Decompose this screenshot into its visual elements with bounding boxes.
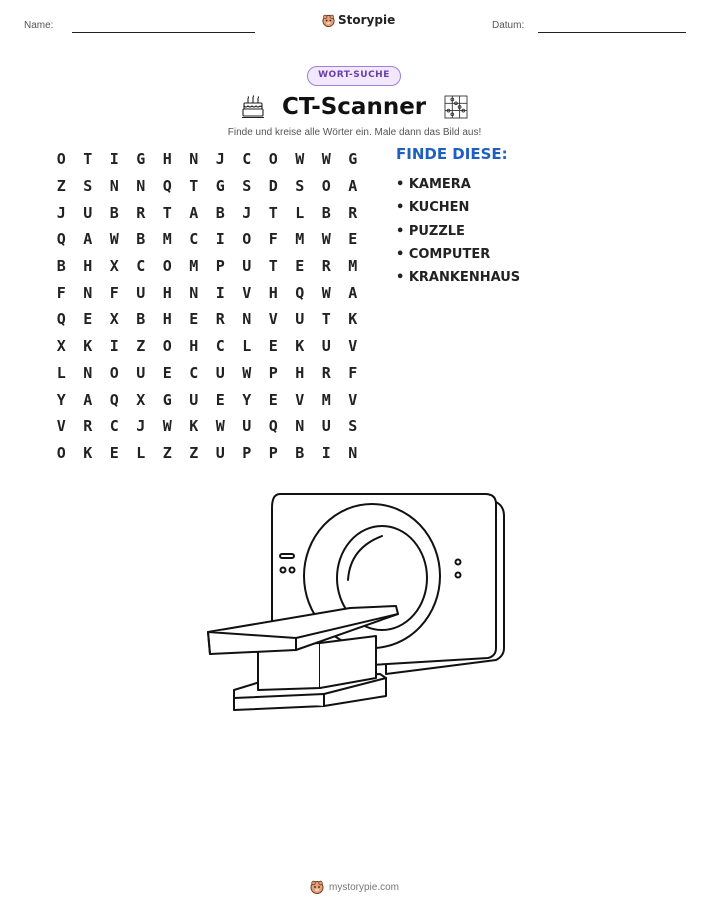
grid-row (48, 360, 366, 387)
word-list (396, 145, 520, 289)
grid-row (48, 173, 366, 200)
grid-cell[interactable]: B (295, 443, 305, 462)
grid-cell[interactable]: A (348, 283, 358, 302)
grid-cell[interactable]: H (162, 150, 172, 169)
grid-cell[interactable]: B (321, 203, 331, 222)
word-item: • PUZZLE (396, 223, 465, 239)
grid-cell[interactable]: S (295, 177, 305, 196)
grid-cell[interactable]: K (348, 310, 358, 329)
grid-cell[interactable]: G (348, 150, 358, 169)
grid-cell[interactable]: E (83, 310, 93, 329)
grid-cell[interactable]: U (295, 310, 305, 329)
grid-cell[interactable]: F (268, 230, 278, 249)
grid-cell[interactable]: P (242, 443, 252, 462)
grid-cell[interactable]: K (83, 443, 93, 462)
grid-row (48, 253, 366, 280)
birthday-cake-icon (240, 94, 266, 120)
grid-cell[interactable]: Z (162, 443, 172, 462)
grid-cell[interactable]: L (242, 337, 252, 356)
grid-cell[interactable]: T (162, 203, 172, 222)
letter-grid (48, 146, 366, 466)
date-line[interactable] (538, 32, 686, 33)
grid-cell[interactable]: K (295, 337, 305, 356)
grid-cell[interactable]: P (268, 363, 278, 382)
grid-cell[interactable]: B (136, 230, 146, 249)
grid-cell[interactable]: G (215, 177, 225, 196)
grid-cell[interactable]: A (83, 230, 93, 249)
grid-cell[interactable]: M (321, 390, 331, 409)
grid-cell[interactable]: T (268, 203, 278, 222)
grid-cell[interactable]: R (83, 417, 93, 436)
date-label: Datum: (492, 20, 525, 31)
title-row (0, 92, 709, 124)
grid-cell[interactable]: B (136, 310, 146, 329)
grid-cell[interactable]: N (348, 443, 358, 462)
grid-cell[interactable]: H (162, 283, 172, 302)
grid-cell[interactable]: X (109, 257, 119, 276)
grid-row (48, 279, 366, 306)
grid-cell[interactable]: O (56, 150, 66, 169)
name-line[interactable] (72, 32, 255, 33)
grid-cell[interactable]: J (56, 203, 66, 222)
grid-cell[interactable]: I (215, 283, 225, 302)
grid-cell[interactable]: O (321, 177, 331, 196)
grid-cell[interactable]: U (215, 443, 225, 462)
grid-cell[interactable]: U (215, 363, 225, 382)
worksheet-type-badge: WORT-SUCHE (307, 66, 401, 86)
brand-name: Storypie (338, 13, 396, 27)
grid-cell[interactable]: U (242, 257, 252, 276)
grid-cell[interactable]: N (83, 363, 93, 382)
word-item: • COMPUTER (396, 246, 491, 262)
grid-cell[interactable]: C (109, 417, 119, 436)
grid-cell[interactable]: F (348, 363, 358, 382)
grid-cell[interactable]: L (295, 203, 305, 222)
grid-cell[interactable]: Y (56, 390, 66, 409)
grid-cell[interactable]: J (136, 417, 146, 436)
grid-cell[interactable]: R (321, 257, 331, 276)
grid-cell[interactable]: O (268, 150, 278, 169)
grid-cell[interactable]: T (268, 257, 278, 276)
grid-cell[interactable]: N (109, 177, 119, 196)
grid-cell[interactable]: H (83, 257, 93, 276)
grid-cell[interactable]: W (321, 230, 331, 249)
grid-cell[interactable]: B (215, 203, 225, 222)
grid-cell[interactable]: U (136, 363, 146, 382)
grid-cell[interactable]: T (321, 310, 331, 329)
grid-cell[interactable]: Q (109, 390, 119, 409)
grid-cell[interactable]: U (321, 417, 331, 436)
grid-cell[interactable]: A (189, 203, 199, 222)
grid-row (48, 306, 366, 333)
grid-cell[interactable]: A (348, 177, 358, 196)
grid-cell[interactable]: N (189, 283, 199, 302)
word-item: • KUCHEN (396, 200, 470, 216)
grid-row (48, 386, 366, 413)
footer-url[interactable]: mystorypie.com (328, 881, 399, 893)
grid-cell[interactable]: U (189, 390, 199, 409)
grid-cell[interactable]: D (268, 177, 278, 196)
word-item: • KRANKENHAUS (396, 270, 521, 286)
grid-cell[interactable]: O (56, 443, 66, 462)
grid-cell[interactable]: W (109, 230, 119, 249)
grid-cell[interactable]: U (321, 337, 331, 356)
word-list-title: FINDE DIESE: (396, 145, 508, 163)
grid-cell[interactable]: O (162, 257, 172, 276)
storypie-mascot-icon (322, 14, 335, 27)
grid-cell[interactable]: X (136, 390, 146, 409)
grid-cell[interactable]: V (56, 417, 66, 436)
grid-cell[interactable]: C (189, 363, 199, 382)
grid-cell[interactable]: M (189, 257, 199, 276)
grid-cell[interactable]: H (295, 363, 305, 382)
grid-cell[interactable]: S (348, 417, 358, 436)
brand (322, 13, 395, 27)
grid-cell[interactable]: P (215, 257, 225, 276)
grid-cell[interactable]: A (83, 390, 93, 409)
grid-cell[interactable]: J (242, 203, 252, 222)
grid-cell[interactable]: E (162, 363, 172, 382)
grid-cell[interactable]: R (321, 363, 331, 382)
grid-cell[interactable]: R (215, 310, 225, 329)
grid-cell[interactable]: W (162, 417, 172, 436)
grid-cell[interactable]: E (268, 337, 278, 356)
grid-cell[interactable]: N (83, 283, 93, 302)
grid-row (48, 333, 366, 360)
grid-cell[interactable]: L (136, 443, 146, 462)
grid-cell[interactable]: N (189, 150, 199, 169)
grid-cell[interactable]: I (109, 337, 119, 356)
grid-cell[interactable]: V (242, 283, 252, 302)
grid-cell[interactable]: P (268, 443, 278, 462)
grid-cell[interactable]: C (242, 150, 252, 169)
grid-row (48, 226, 366, 253)
grid-cell[interactable]: T (83, 150, 93, 169)
grid-cell[interactable]: H (162, 310, 172, 329)
grid-cell[interactable]: X (109, 310, 119, 329)
grid-cell[interactable]: L (56, 363, 66, 382)
grid-cell[interactable]: E (295, 257, 305, 276)
grid-cell[interactable]: Q (56, 230, 66, 249)
name-label: Name: (24, 20, 54, 31)
grid-cell[interactable]: I (321, 443, 331, 462)
grid-cell[interactable]: N (295, 417, 305, 436)
grid-cell[interactable]: I (109, 150, 119, 169)
grid-cell[interactable]: W (295, 150, 305, 169)
grid-cell[interactable]: V (348, 337, 358, 356)
grid-cell[interactable]: T (189, 177, 199, 196)
grid-cell[interactable]: R (348, 203, 358, 222)
grid-cell[interactable]: W (242, 363, 252, 382)
instructions: Finde und kreise alle Wörter ein. Male dann das Bild aus! (227, 127, 482, 138)
grid-cell[interactable]: W (321, 150, 331, 169)
page-title: CT-Scanner (282, 94, 427, 120)
word-item: • KAMERA (396, 177, 471, 192)
footer (0, 880, 709, 894)
grid-cell[interactable]: W (215, 417, 225, 436)
grid-cell[interactable]: C (136, 257, 146, 276)
grid-cell[interactable]: F (109, 283, 119, 302)
grid-cell[interactable]: E (215, 390, 225, 409)
grid-cell[interactable]: E (348, 230, 358, 249)
grid-cell[interactable]: N (242, 310, 252, 329)
grid-cell[interactable]: X (56, 337, 66, 356)
grid-cell[interactable]: Q (268, 417, 278, 436)
grid-cell[interactable]: V (295, 390, 305, 409)
grid-cell[interactable]: G (162, 390, 172, 409)
grid-row (48, 199, 366, 226)
grid-cell[interactable]: E (268, 390, 278, 409)
grid-cell[interactable]: U (242, 417, 252, 436)
grid-cell[interactable]: H (268, 283, 278, 302)
grid-cell[interactable]: S (242, 177, 252, 196)
grid-row (48, 413, 366, 440)
grid-cell[interactable]: K (83, 337, 93, 356)
grid-cell[interactable]: E (189, 310, 199, 329)
grid-cell[interactable]: M (295, 230, 305, 249)
grid-cell[interactable]: Q (56, 310, 66, 329)
grid-cell[interactable]: K (189, 417, 199, 436)
grid-cell[interactable]: V (348, 390, 358, 409)
grid-cell[interactable]: W (321, 283, 331, 302)
grid-cell[interactable]: N (136, 177, 146, 196)
grid-cell[interactable]: M (348, 257, 358, 276)
grid-row (48, 146, 366, 173)
grid-cell[interactable]: U (136, 283, 146, 302)
ct-scanner-illustration[interactable] (200, 488, 510, 718)
puzzle-icon (443, 94, 469, 120)
grid-cell[interactable]: J (215, 150, 225, 169)
grid-cell[interactable]: E (109, 443, 119, 462)
grid-cell[interactable]: U (83, 203, 93, 222)
grid-cell[interactable]: F (56, 283, 66, 302)
grid-cell[interactable]: G (136, 150, 146, 169)
grid-cell[interactable]: Q (295, 283, 305, 302)
grid-cell[interactable]: Z (56, 177, 66, 196)
grid-cell[interactable]: C (215, 337, 225, 356)
grid-cell[interactable]: O (242, 230, 252, 249)
grid-cell[interactable]: R (136, 203, 146, 222)
grid-cell[interactable]: I (215, 230, 225, 249)
word-list-items (396, 173, 520, 289)
storypie-mascot-icon (310, 880, 324, 894)
grid-cell[interactable]: Q (162, 177, 172, 196)
grid-row (48, 440, 366, 467)
grid-cell[interactable]: B (56, 257, 66, 276)
grid-cell[interactable]: Z (136, 337, 146, 356)
grid-cell[interactable]: Z (189, 443, 199, 462)
grid-cell[interactable]: O (162, 337, 172, 356)
grid-cell[interactable]: O (109, 363, 119, 382)
grid-cell[interactable]: C (189, 230, 199, 249)
grid-cell[interactable]: B (109, 203, 119, 222)
grid-cell[interactable]: S (83, 177, 93, 196)
grid-cell[interactable]: H (189, 337, 199, 356)
grid-cell[interactable]: V (268, 310, 278, 329)
grid-cell[interactable]: M (162, 230, 172, 249)
grid-cell[interactable]: Y (242, 390, 252, 409)
